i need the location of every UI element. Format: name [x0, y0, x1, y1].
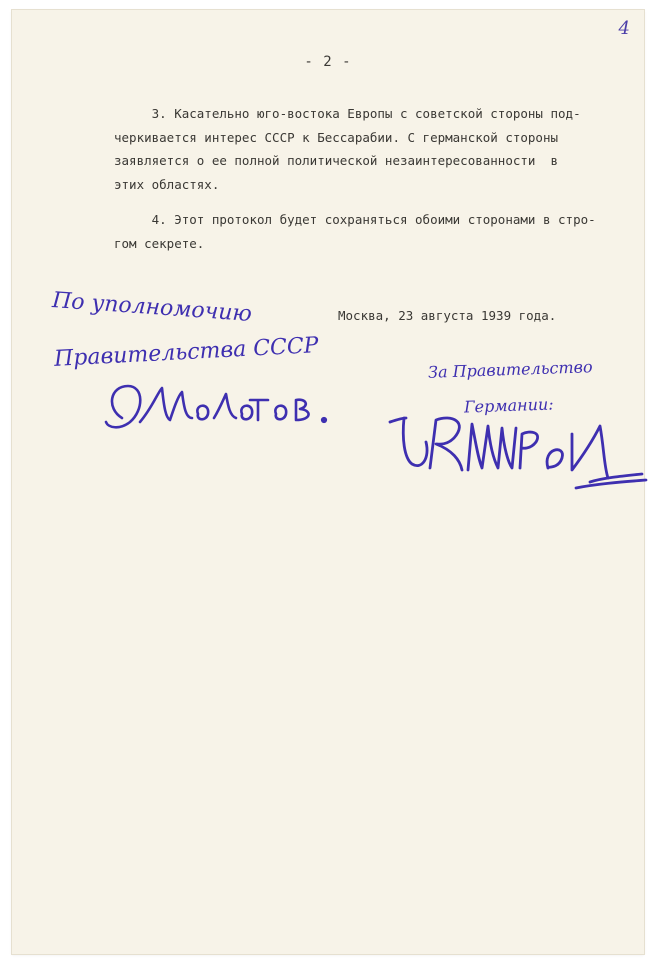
german-authority-line2: Германии: [463, 394, 554, 417]
text-line: заявляется о ее полной политической незаинтересованности в [114, 153, 559, 168]
text-line: гом секрете. [114, 235, 205, 251]
text-line: этих областях. [114, 176, 220, 192]
text-line: 3. Касательно юго-востока Европы с советской стороны под- [114, 106, 581, 121]
body-text [114, 102, 634, 255]
soviet-authority-line1: По уполномочию [51, 288, 253, 327]
page-number: - 2 - [304, 54, 352, 70]
paragraph-gap [114, 196, 634, 208]
molotov-signature [100, 378, 390, 438]
ribbentrop-signature [372, 398, 652, 508]
archive-page-number: 4 [618, 18, 630, 39]
paragraph-3 [114, 102, 634, 196]
text-line: 4. Этот протокол будет сохраняться обоими сторонами в стро- [114, 212, 596, 227]
german-authority-line1: За Правительство [427, 357, 593, 382]
text-line: черкивается интерес СССР к Бессарабии. С германской стороны [114, 129, 559, 145]
place-and-date: Москва, 23 августа 1939 года. [338, 308, 557, 323]
paragraph-4 [114, 208, 634, 255]
document-page [12, 10, 644, 954]
soviet-authority-line2: Правительства СССР [53, 333, 320, 372]
